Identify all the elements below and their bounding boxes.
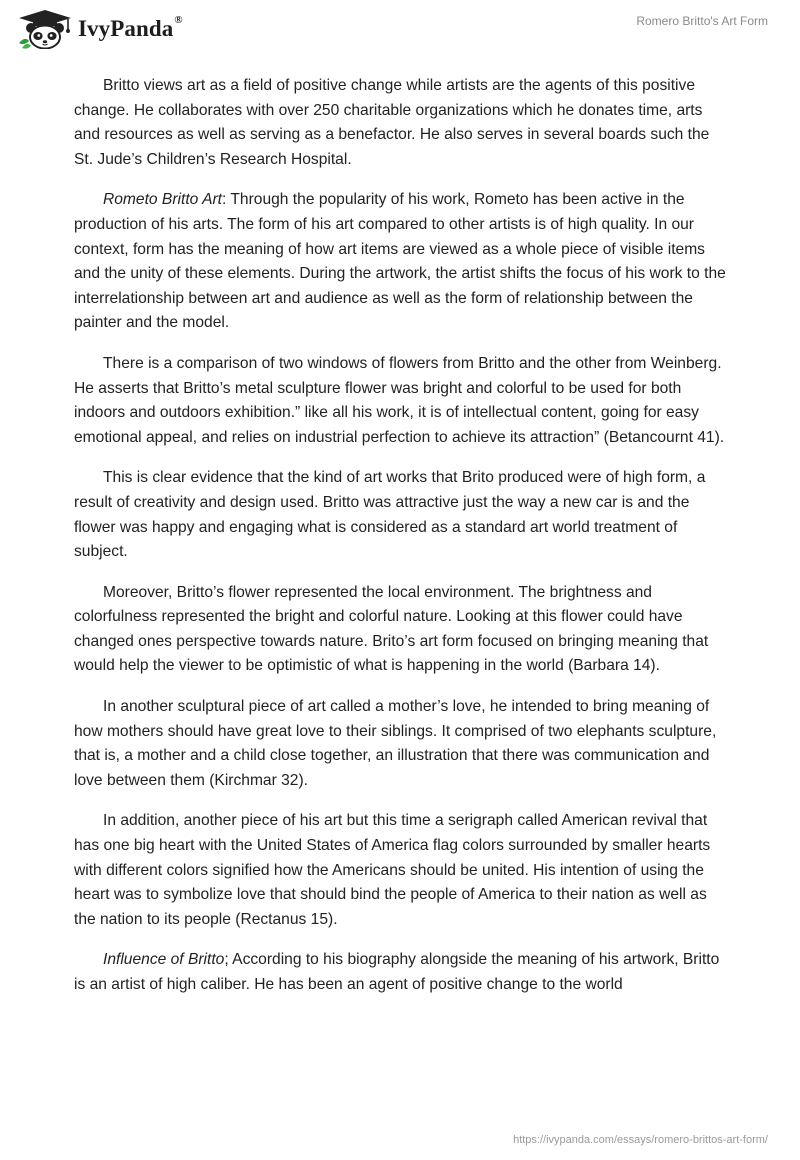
essay-body (74, 74, 726, 1014)
paragraph: This is clear evidence that the kind of art works that Brito produced were of high form, a result of creativity and design used. Britto was attractive just the way a new car is and the flower was happy and engaging what is considered as a standard art world treatment of subject. (74, 469, 706, 561)
paragraph: There is a comparison of two windows of flowers from Britto and the other from Weinberg. He asserts that Britto’s metal sculpture flower was bright and colorful to be used for both indoors and outdoors exhibition.” like all his work, it is of intellectual content, going for easy emotional appeal, and relies on industrial perfection to achieve its attraction” (Betancournt 41). (74, 354, 725, 446)
panda-graduate-icon (16, 9, 74, 49)
registered-mark: ® (174, 14, 183, 26)
page-header (0, 0, 800, 60)
paragraph: Influence of Britto; According to his biography alongside the meaning of his artwork, Britto is an artist of high caliber. He has been an agent of positive change to the world (74, 951, 720, 993)
ivypanda-logo[interactable] (16, 9, 183, 49)
section-lead-italic: Influence of Britto (103, 951, 225, 969)
document-title: Romero Britto's Art Form (636, 14, 768, 28)
source-url-link[interactable]: https://ivypanda.com/essays/romero-brittos-art-form/ (513, 1134, 768, 1146)
section-lead-italic: Rometo Britto Art (103, 191, 223, 209)
paragraph: Rometo Britto Art: Through the popularity of his work, Rometo has been active in the production of his arts. The form of his art compared to other artists is of high quality. In our context, form has the meaning of how art items are viewed as a whole piece of visible items and the unity of these elements. During the artwork, the artist shifts the focus of his work to the interrelationship between art and audience as well as the form of relationship between the painter and the model. (74, 191, 726, 332)
paragraph: In another sculptural piece of art called a mother’s love, he intended to bring meaning of how mothers should have great love to their siblings. It comprised of two elephants sculpture, that is, a mother and a child close together, an illustration that there was communication and love between them (Kirchmar 32). (74, 698, 717, 789)
paragraph: In addition, another piece of his art but this time a serigraph called American revival that has one big heart with the United States of America flag colors surrounded by smaller hearts with different colors signified how the Americans should be united. His intention of using the heart was to symbolize love that should bind the people of America to their nation as well as the nation to its people (Rectanus 15). (74, 812, 711, 928)
logo-wordmark: IvyPanda® (78, 14, 183, 41)
paragraph: Moreover, Britto’s flower represented the local environment. The brightness and colorfulness represented the bright and colorful nature. Looking at this flower could have changed ones perspective towards nature. Brito’s art form focused on bringing meaning that would help the viewer to be optimistic of what is happening in the world (Barbara 14). (74, 583, 709, 675)
paragraph: Britto views art as a field of positive change while artists are the agents of this positive change. He collaborates with over 250 charitable organizations which he donates time, arts and resources as well as serving as a benefactor. He also serves in several boards such the St. Jude’s Children’s Research Hospital. (74, 77, 710, 168)
